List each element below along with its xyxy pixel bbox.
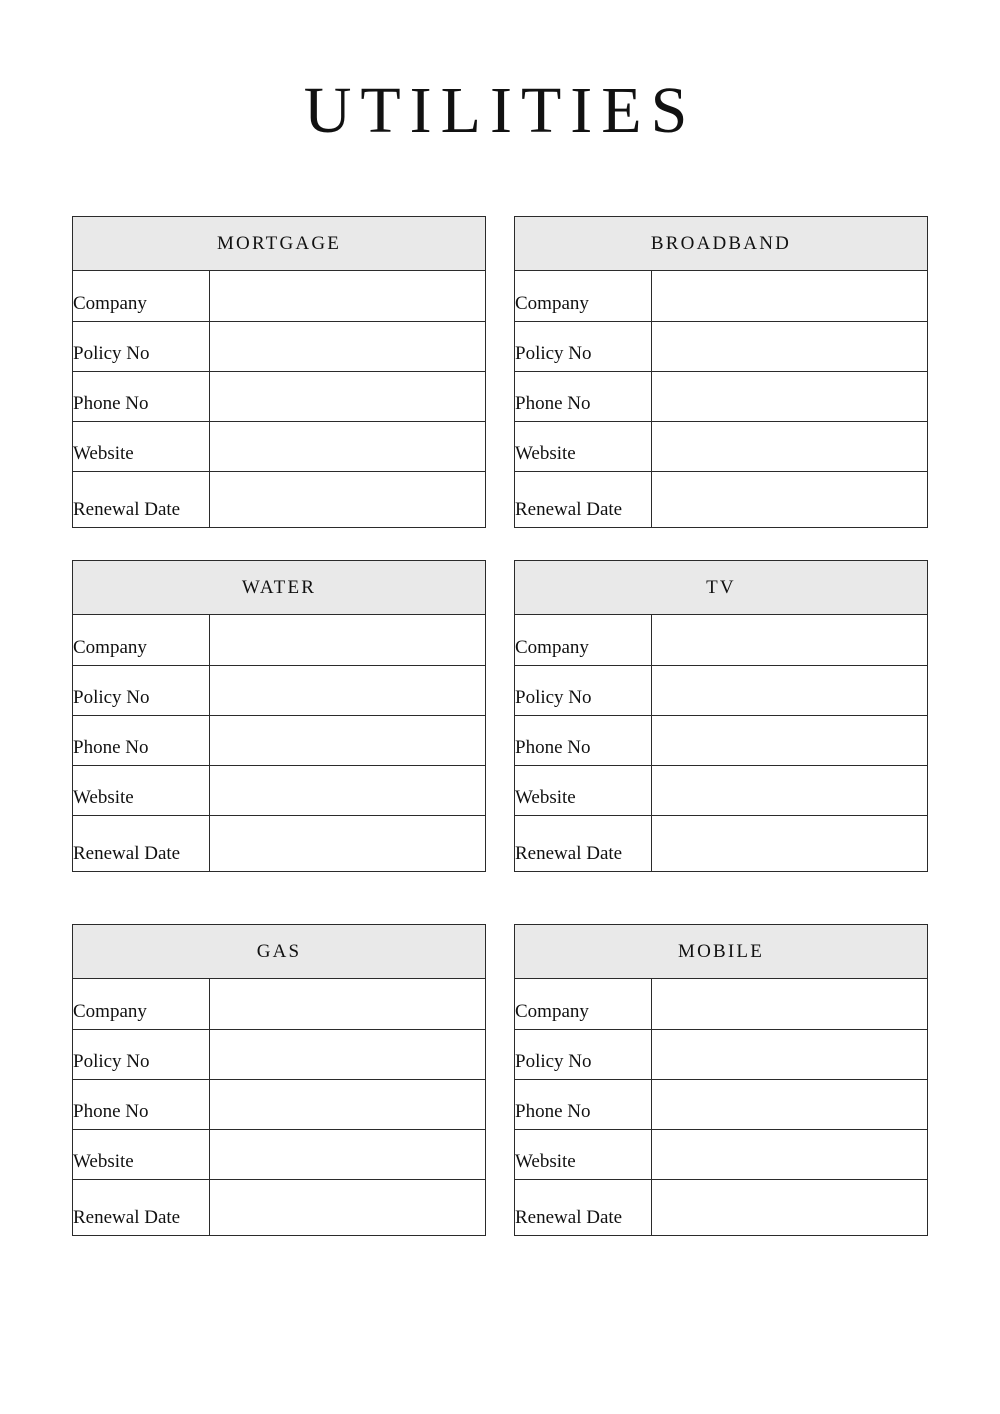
field-value-website[interactable] (210, 421, 486, 471)
table-row (73, 271, 485, 321)
field-label: Renewal Date (73, 1179, 210, 1235)
field-label: Phone No (73, 1079, 210, 1129)
table-row (515, 979, 927, 1029)
table-row (515, 815, 927, 871)
table-row (73, 1079, 485, 1129)
field-label: Company (515, 615, 652, 665)
field-label: Company (515, 979, 652, 1029)
field-value-renewal-date[interactable] (210, 1179, 486, 1235)
field-value-phone-no[interactable] (652, 1079, 928, 1129)
field-value-renewal-date[interactable] (652, 1179, 928, 1235)
field-label: Renewal Date (73, 471, 210, 527)
table-row (515, 471, 927, 527)
field-value-company[interactable] (652, 979, 928, 1029)
card-fields-table (73, 979, 485, 1235)
field-value-phone-no[interactable] (652, 371, 928, 421)
table-row (515, 715, 927, 765)
field-value-renewal-date[interactable] (652, 471, 928, 527)
field-value-company[interactable] (210, 271, 486, 321)
field-label: Renewal Date (515, 1179, 652, 1235)
card-fields-table (73, 271, 485, 527)
field-label: Renewal Date (73, 815, 210, 871)
card-title: GAS (73, 925, 485, 979)
field-label: Website (73, 1129, 210, 1179)
field-label: Policy No (73, 321, 210, 371)
field-value-company[interactable] (652, 271, 928, 321)
utility-card-mortgage (72, 216, 486, 528)
utility-card-water (72, 560, 486, 872)
table-row (73, 615, 485, 665)
field-value-website[interactable] (652, 1129, 928, 1179)
table-row (515, 1129, 927, 1179)
field-value-company[interactable] (652, 615, 928, 665)
field-value-renewal-date[interactable] (210, 815, 486, 871)
table-row (515, 1079, 927, 1129)
field-label: Renewal Date (515, 471, 652, 527)
field-value-policy-no[interactable] (652, 321, 928, 371)
field-label: Company (515, 271, 652, 321)
table-row (515, 421, 927, 471)
utility-cards-grid (72, 144, 928, 1236)
field-value-phone-no[interactable] (210, 1079, 486, 1129)
field-value-website[interactable] (652, 765, 928, 815)
field-value-website[interactable] (210, 765, 486, 815)
utility-card-broadband (514, 216, 928, 528)
table-row (515, 321, 927, 371)
table-row (73, 1179, 485, 1235)
field-label: Website (73, 421, 210, 471)
field-value-phone-no[interactable] (210, 715, 486, 765)
field-value-policy-no[interactable] (210, 321, 486, 371)
table-row (73, 1029, 485, 1079)
field-label: Policy No (73, 665, 210, 715)
field-value-phone-no[interactable] (652, 715, 928, 765)
table-row (73, 979, 485, 1029)
field-label: Company (73, 979, 210, 1029)
utility-card-mobile (514, 924, 928, 1236)
field-value-company[interactable] (210, 615, 486, 665)
field-value-phone-no[interactable] (210, 371, 486, 421)
table-row (515, 1029, 927, 1079)
card-fields-table (515, 271, 927, 527)
card-title: TV (515, 561, 927, 615)
table-row (73, 421, 485, 471)
table-row (73, 471, 485, 527)
field-label: Phone No (515, 715, 652, 765)
field-value-policy-no[interactable] (210, 665, 486, 715)
table-row (515, 1179, 927, 1235)
table-row (515, 765, 927, 815)
field-label: Phone No (515, 1079, 652, 1129)
field-value-policy-no[interactable] (652, 1029, 928, 1079)
table-row (73, 321, 485, 371)
page-title: UTILITIES (303, 74, 697, 147)
field-label: Policy No (515, 1029, 652, 1079)
table-row (515, 371, 927, 421)
field-value-company[interactable] (210, 979, 486, 1029)
field-label: Phone No (73, 715, 210, 765)
table-row (515, 615, 927, 665)
field-label: Phone No (515, 371, 652, 421)
card-title: MOBILE (515, 925, 927, 979)
table-row (73, 765, 485, 815)
field-label: Company (73, 615, 210, 665)
table-row (515, 665, 927, 715)
field-value-policy-no[interactable] (210, 1029, 486, 1079)
field-value-policy-no[interactable] (652, 665, 928, 715)
card-fields-table (515, 979, 927, 1235)
card-fields-table (515, 615, 927, 871)
utility-card-tv (514, 560, 928, 872)
utility-card-gas (72, 924, 486, 1236)
table-row (515, 271, 927, 321)
card-title: MORTGAGE (73, 217, 485, 271)
field-label: Website (73, 765, 210, 815)
field-label: Website (515, 421, 652, 471)
field-label: Policy No (515, 321, 652, 371)
table-row (73, 1129, 485, 1179)
field-label: Company (73, 271, 210, 321)
field-label: Policy No (515, 665, 652, 715)
field-label: Policy No (73, 1029, 210, 1079)
field-value-website[interactable] (652, 421, 928, 471)
field-label: Website (515, 765, 652, 815)
field-value-renewal-date[interactable] (652, 815, 928, 871)
card-title: BROADBAND (515, 217, 927, 271)
table-row (73, 715, 485, 765)
field-value-renewal-date[interactable] (210, 471, 486, 527)
card-fields-table (73, 615, 485, 871)
field-label: Renewal Date (515, 815, 652, 871)
table-row (73, 665, 485, 715)
field-label: Website (515, 1129, 652, 1179)
table-row (73, 815, 485, 871)
card-title: WATER (73, 561, 485, 615)
field-label: Phone No (73, 371, 210, 421)
field-value-website[interactable] (210, 1129, 486, 1179)
table-row (73, 371, 485, 421)
